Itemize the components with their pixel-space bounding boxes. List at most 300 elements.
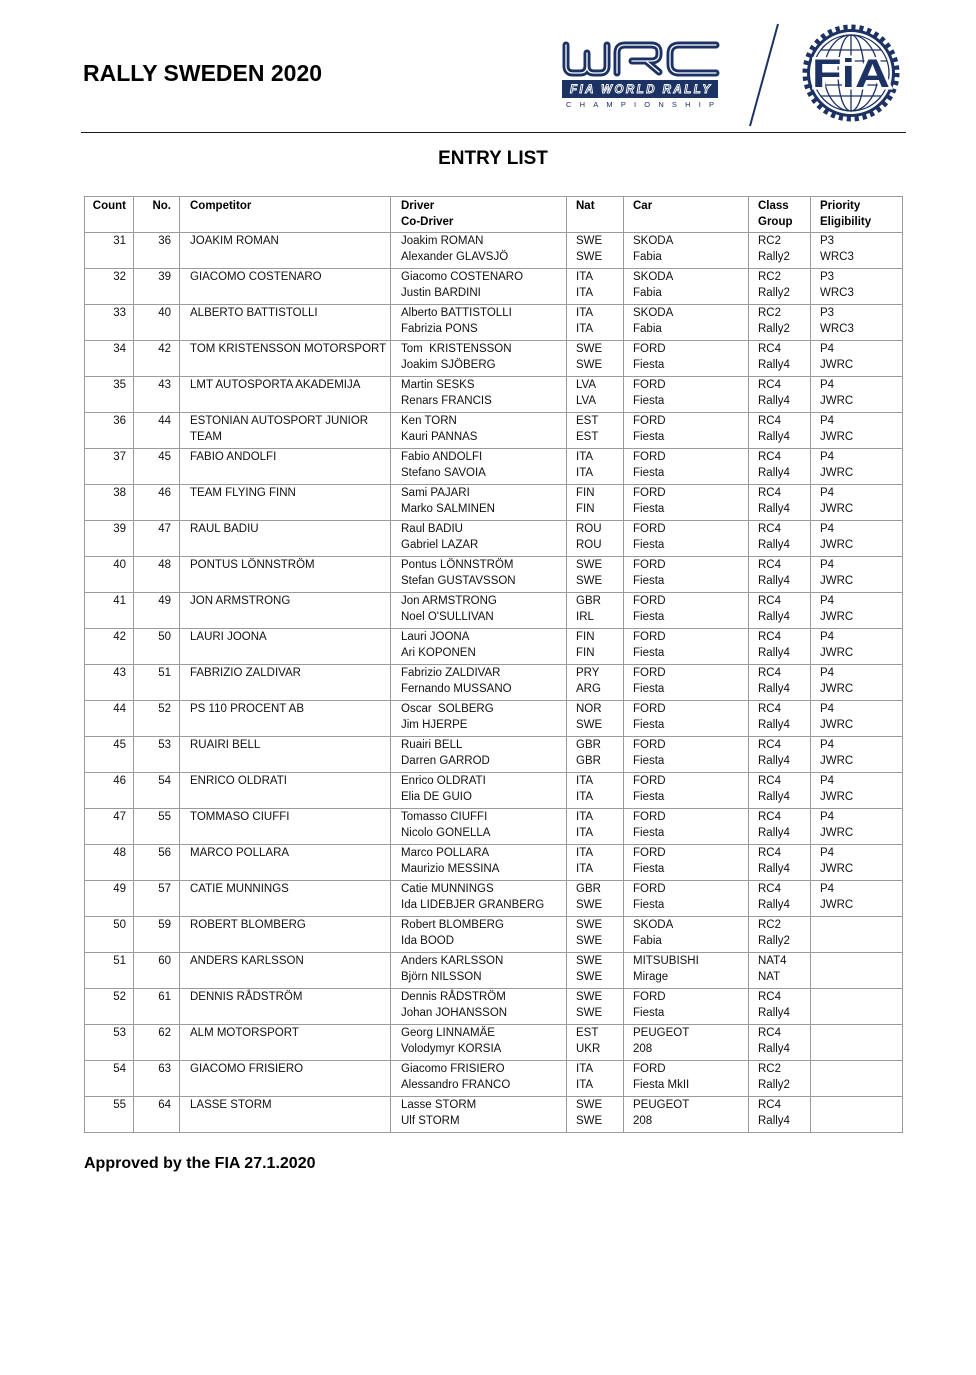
eligibility: JWRC: [820, 827, 854, 839]
table-cell-competitor: [180, 773, 391, 809]
table-cell-no: [134, 557, 180, 593]
table-cell-class: [749, 521, 811, 557]
driver-nationality: ITA: [576, 271, 594, 283]
competitor-name: RUAIRI BELL: [190, 739, 261, 751]
table-row: [84, 485, 903, 521]
wrc-letter-r: [617, 45, 659, 73]
table-cell-count: [84, 269, 134, 305]
table-cell-class: [749, 665, 811, 701]
table-cell-priority: [811, 1025, 903, 1061]
driver-nationality: SWE: [576, 1099, 603, 1111]
driver-name: Tom KRISTENSSON: [401, 343, 512, 355]
driver-nationality: PRY: [576, 667, 600, 679]
column-header-competitor: [180, 196, 391, 233]
wrc-logo: [562, 45, 718, 109]
car-number: 43: [158, 379, 171, 391]
table-cell-nat: [567, 881, 624, 917]
car-model: Fabia: [633, 323, 662, 335]
table-cell-no: [134, 1097, 180, 1133]
table-cell-count: [84, 485, 134, 521]
fia-logo: [805, 27, 897, 119]
entry-class: RC4: [758, 523, 782, 535]
table-cell-car: [624, 809, 749, 845]
table-cell-driver: [391, 701, 567, 737]
entry-list-table: [84, 196, 903, 1133]
co-driver-name: Gabriel LAZAR: [401, 539, 479, 551]
table-cell-driver: [391, 629, 567, 665]
table-cell-priority: [811, 845, 903, 881]
table-cell-car: [624, 917, 749, 953]
car-make: FORD: [633, 811, 666, 823]
table-cell-class: [749, 1061, 811, 1097]
driver-nationality: ITA: [576, 847, 594, 859]
driver-name: Sami PAJARI: [401, 487, 470, 499]
table-cell-class: [749, 377, 811, 413]
document-title: ENTRY LIST: [438, 148, 548, 169]
competitor-name: TEAM FLYING FINN: [190, 487, 296, 499]
wrc-logo-subtext: CHAMPIONSHIP: [566, 100, 714, 109]
co-driver-name: Stefan GUSTAVSSON: [401, 575, 516, 587]
table-row: [84, 953, 903, 989]
table-cell-class: [749, 1025, 811, 1061]
car-number: 56: [158, 847, 171, 859]
table-cell-priority: [811, 341, 903, 377]
entry-group: Rally4: [758, 899, 790, 911]
entry-group: Rally4: [758, 1043, 790, 1055]
eligibility: JWRC: [820, 431, 854, 443]
table-cell-class: [749, 917, 811, 953]
table-row: [84, 629, 903, 665]
driver-nationality: GBR: [576, 883, 601, 895]
table-row: [84, 377, 903, 413]
competitor-name: LASSE STORM: [190, 1099, 272, 1111]
driver-name: Lasse STORM: [401, 1099, 477, 1111]
co-driver-name: Justin BARDINI: [401, 287, 481, 299]
table-cell-competitor: [180, 233, 391, 269]
table-cell-nat: [567, 1097, 624, 1133]
priority: P4: [820, 847, 835, 859]
co-driver-name: Joakim SJÖBERG: [401, 359, 496, 371]
table-cell-driver: [391, 1061, 567, 1097]
competitor-name: CATIE MUNNINGS: [190, 883, 289, 895]
table-cell-competitor: [180, 737, 391, 773]
table-cell-nat: [567, 377, 624, 413]
table-cell-class: [749, 737, 811, 773]
car-number: 49: [158, 595, 171, 607]
co-driver-name: Ida BOOD: [401, 935, 455, 947]
driver-nationality: ITA: [576, 775, 594, 787]
table-cell-no: [134, 665, 180, 701]
table-row: [84, 593, 903, 629]
entry-class: RC4: [758, 487, 782, 499]
driver-name: Anders KARLSSON: [401, 955, 504, 967]
table-cell-driver: [391, 593, 567, 629]
table-cell-car: [624, 989, 749, 1025]
header-logos: [0, 0, 976, 135]
entry-count: 40: [113, 559, 126, 571]
table-cell-competitor: [180, 341, 391, 377]
table-cell-car: [624, 341, 749, 377]
entry-class: RC2: [758, 235, 782, 247]
driver-nationality: ROU: [576, 523, 602, 535]
table-cell-driver: [391, 917, 567, 953]
entry-class: RC4: [758, 415, 782, 427]
table-cell-driver: [391, 305, 567, 341]
entry-count: 51: [113, 955, 126, 967]
logo-divider: [750, 24, 778, 126]
table-cell-nat: [567, 413, 624, 449]
table-cell-priority: [811, 953, 903, 989]
co-driver-nationality: SWE: [576, 935, 603, 947]
car-make: FORD: [633, 883, 666, 895]
table-cell-car: [624, 773, 749, 809]
table-row: [84, 233, 903, 269]
table-cell-no: [134, 413, 180, 449]
driver-name: Catie MUNNINGS: [401, 883, 494, 895]
table-cell-driver: [391, 341, 567, 377]
driver-name: Martin SESKS: [401, 379, 475, 391]
table-cell-nat: [567, 305, 624, 341]
table-header-row: [84, 196, 903, 233]
competitor-name: FABRIZIO ZALDIVAR: [190, 667, 301, 679]
car-make: SKODA: [633, 235, 674, 247]
driver-name: Pontus LÖNNSTRÖM: [401, 559, 514, 571]
entry-count: 41: [113, 595, 126, 607]
co-driver-nationality: SWE: [576, 251, 603, 263]
table-cell-no: [134, 233, 180, 269]
car-number: 42: [158, 343, 171, 355]
priority: P4: [820, 415, 835, 427]
table-cell-count: [84, 1097, 134, 1133]
table-cell-car: [624, 233, 749, 269]
table-cell-nat: [567, 593, 624, 629]
entry-class: RC4: [758, 343, 782, 355]
table-cell-no: [134, 701, 180, 737]
entry-class: RC2: [758, 307, 782, 319]
entry-class: RC4: [758, 811, 782, 823]
table-cell-nat: [567, 629, 624, 665]
table-cell-priority: [811, 557, 903, 593]
co-driver-name: Maurizio MESSINA: [401, 863, 500, 875]
table-cell-competitor: [180, 1025, 391, 1061]
table-cell-count: [84, 665, 134, 701]
entry-class: RC2: [758, 1063, 782, 1075]
driver-name: Ruairi BELL: [401, 739, 463, 751]
car-make: FORD: [633, 1063, 666, 1075]
table-cell-car: [624, 1025, 749, 1061]
driver-nationality: EST: [576, 415, 599, 427]
column-header-label: Group: [758, 216, 793, 228]
co-driver-nationality: ITA: [576, 791, 594, 803]
priority: P4: [820, 739, 835, 751]
table-cell-class: [749, 1097, 811, 1133]
table-cell-class: [749, 701, 811, 737]
driver-name: Raul BADIU: [401, 523, 463, 535]
co-driver-nationality: SWE: [576, 1007, 603, 1019]
priority: P4: [820, 811, 835, 823]
table-cell-count: [84, 773, 134, 809]
table-cell-count: [84, 521, 134, 557]
co-driver-nationality: SWE: [576, 899, 603, 911]
table-row: [84, 341, 903, 377]
table-cell-no: [134, 737, 180, 773]
table-cell-priority: [811, 737, 903, 773]
priority: P4: [820, 523, 835, 535]
table-cell-priority: [811, 485, 903, 521]
entry-count: 49: [113, 883, 126, 895]
driver-nationality: SWE: [576, 919, 603, 931]
co-driver-name: Björn NILSSON: [401, 971, 482, 983]
table-cell-count: [84, 737, 134, 773]
column-header-label: Competitor: [190, 200, 252, 212]
driver-nationality: EST: [576, 1027, 599, 1039]
car-model: Fiesta: [633, 431, 665, 443]
eligibility: JWRC: [820, 647, 854, 659]
table-cell-nat: [567, 989, 624, 1025]
table-cell-nat: [567, 953, 624, 989]
competitor-name: ENRICO OLDRATI: [190, 775, 287, 787]
table-cell-priority: [811, 665, 903, 701]
table-cell-no: [134, 449, 180, 485]
table-cell-driver: [391, 989, 567, 1025]
table-cell-class: [749, 593, 811, 629]
table-row: [84, 665, 903, 701]
table-cell-priority: [811, 233, 903, 269]
driver-nationality: GBR: [576, 739, 601, 751]
priority: P4: [820, 703, 835, 715]
car-model: Fiesta: [633, 359, 665, 371]
table-cell-priority: [811, 377, 903, 413]
car-model: Fiesta: [633, 791, 665, 803]
wrc-logo-letters: [566, 45, 716, 73]
co-driver-nationality: UKR: [576, 1043, 601, 1055]
car-make: FORD: [633, 775, 666, 787]
table-cell-competitor: [180, 593, 391, 629]
table-cell-competitor: [180, 809, 391, 845]
entry-group: Rally4: [758, 1007, 790, 1019]
driver-nationality: NOR: [576, 703, 602, 715]
driver-name: Giacomo COSTENARO: [401, 271, 524, 283]
table-cell-priority: [811, 629, 903, 665]
entry-class: RC4: [758, 667, 782, 679]
table-cell-car: [624, 269, 749, 305]
entry-group: Rally2: [758, 323, 790, 335]
car-make: SKODA: [633, 919, 674, 931]
entry-count: 36: [113, 415, 126, 427]
table-cell-class: [749, 269, 811, 305]
table-cell-car: [624, 737, 749, 773]
entry-count: 44: [113, 703, 126, 715]
co-driver-name: Stefano SAVOIA: [401, 467, 486, 479]
table-cell-competitor: [180, 413, 391, 449]
table-cell-count: [84, 1061, 134, 1097]
driver-name: Fabio ANDOLFI: [401, 451, 483, 463]
table-cell-count: [84, 917, 134, 953]
co-driver-nationality: ITA: [576, 827, 594, 839]
entry-class: RC2: [758, 919, 782, 931]
entry-group: Rally4: [758, 647, 790, 659]
driver-nationality: GBR: [576, 595, 601, 607]
table-cell-class: [749, 845, 811, 881]
table-cell-competitor: [180, 269, 391, 305]
entry-count: 31: [113, 235, 126, 247]
eligibility: JWRC: [820, 683, 854, 695]
car-model: Mirage: [633, 971, 669, 983]
table-cell-car: [624, 485, 749, 521]
competitor-name: ROBERT BLOMBERG: [190, 919, 306, 931]
table-cell-driver: [391, 521, 567, 557]
competitor-name: ANDERS KARLSSON: [190, 955, 304, 967]
table-cell-driver: [391, 233, 567, 269]
table-cell-count: [84, 377, 134, 413]
car-number: 59: [158, 919, 171, 931]
car-model: Fiesta: [633, 539, 665, 551]
driver-nationality: SWE: [576, 559, 603, 571]
entry-class: RC4: [758, 1099, 782, 1111]
table-cell-driver: [391, 413, 567, 449]
driver-nationality: FIN: [576, 487, 595, 499]
table-cell-no: [134, 953, 180, 989]
co-driver-nationality: FIN: [576, 503, 595, 515]
entry-count: 46: [113, 775, 126, 787]
co-driver-nationality: SWE: [576, 971, 603, 983]
table-cell-priority: [811, 809, 903, 845]
co-driver-name: Renars FRANCIS: [401, 395, 492, 407]
entry-group: Rally4: [758, 827, 790, 839]
driver-name: Giacomo FRISIERO: [401, 1063, 505, 1075]
co-driver-name: Volodymyr KORSIA: [401, 1043, 502, 1055]
car-make: FORD: [633, 487, 666, 499]
entry-class: RC4: [758, 775, 782, 787]
table-cell-nat: [567, 845, 624, 881]
driver-nationality: ITA: [576, 1063, 594, 1075]
car-model: Fiesta: [633, 575, 665, 587]
entry-group: Rally4: [758, 791, 790, 803]
co-driver-name: Ulf STORM: [401, 1115, 460, 1127]
driver-nationality: SWE: [576, 991, 603, 1003]
co-driver-name: Alessandro FRANCO: [401, 1079, 511, 1091]
co-driver-name: Ari KOPONEN: [401, 647, 476, 659]
eligibility: JWRC: [820, 395, 854, 407]
car-model: Fiesta: [633, 395, 665, 407]
table-cell-count: [84, 557, 134, 593]
co-driver-nationality: SWE: [576, 359, 603, 371]
entry-count: 55: [113, 1099, 126, 1111]
table-row: [84, 809, 903, 845]
eligibility: JWRC: [820, 359, 854, 371]
table-cell-no: [134, 629, 180, 665]
table-cell-car: [624, 953, 749, 989]
table-cell-no: [134, 377, 180, 413]
table-cell-count: [84, 1025, 134, 1061]
column-header-priority: [811, 196, 903, 233]
entry-count: 33: [113, 307, 126, 319]
table-cell-competitor: [180, 845, 391, 881]
car-number: 39: [158, 271, 171, 283]
car-make: FORD: [633, 379, 666, 391]
column-header-nat: [567, 196, 624, 233]
table-cell-driver: [391, 1025, 567, 1061]
entry-count: 45: [113, 739, 126, 751]
table-cell-no: [134, 305, 180, 341]
driver-nationality: ITA: [576, 307, 594, 319]
table-cell-competitor: [180, 1061, 391, 1097]
table-row: [84, 1097, 903, 1133]
approval-note: Approved by the FIA 27.1.2020: [84, 1155, 316, 1172]
competitor-name: PONTUS LÖNNSTRÖM: [190, 559, 315, 571]
column-header-label: Class: [758, 200, 789, 212]
priority: P4: [820, 595, 835, 607]
entry-group: Rally2: [758, 1079, 790, 1091]
table-cell-no: [134, 881, 180, 917]
table-cell-count: [84, 305, 134, 341]
car-make: FORD: [633, 847, 666, 859]
table-cell-no: [134, 809, 180, 845]
table-cell-count: [84, 701, 134, 737]
table-cell-priority: [811, 521, 903, 557]
table-cell-car: [624, 1097, 749, 1133]
table-cell-competitor: [180, 1097, 391, 1133]
wrc-logo-band-text: FIA WORLD RALLY: [570, 84, 710, 97]
car-make: MITSUBISHI: [633, 955, 699, 967]
table-row: [84, 773, 903, 809]
entry-count: 35: [113, 379, 126, 391]
competitor-name: JON ARMSTRONG: [190, 595, 291, 607]
entry-group: Rally4: [758, 575, 790, 587]
table-cell-count: [84, 809, 134, 845]
entry-class: RC4: [758, 595, 782, 607]
table-cell-nat: [567, 341, 624, 377]
car-number: 44: [158, 415, 171, 427]
column-header-label: Eligibility: [820, 216, 872, 228]
co-driver-name: Ida LIDEBJER GRANBERG: [401, 899, 545, 911]
co-driver-nationality: ITA: [576, 467, 594, 479]
table-cell-class: [749, 557, 811, 593]
table-cell-priority: [811, 989, 903, 1025]
table-cell-class: [749, 773, 811, 809]
car-make: FORD: [633, 451, 666, 463]
car-number: 54: [158, 775, 171, 787]
table-cell-car: [624, 845, 749, 881]
table-cell-driver: [391, 773, 567, 809]
table-row: [84, 305, 903, 341]
competitor-name: ALM MOTORSPORT: [190, 1027, 299, 1039]
driver-nationality: ITA: [576, 451, 594, 463]
table-cell-car: [624, 629, 749, 665]
car-make: FORD: [633, 703, 666, 715]
column-header-label: Nat: [576, 200, 595, 212]
table-cell-driver: [391, 1097, 567, 1133]
eligibility: JWRC: [820, 755, 854, 767]
eligibility: JWRC: [820, 899, 854, 911]
competitor-name: MARCO POLLARA: [190, 847, 290, 859]
table-cell-count: [84, 449, 134, 485]
entry-group: Rally4: [758, 503, 790, 515]
co-driver-nationality: SWE: [576, 719, 603, 731]
table-row: [84, 917, 903, 953]
table-cell-priority: [811, 773, 903, 809]
table-cell-no: [134, 917, 180, 953]
table-cell-no: [134, 521, 180, 557]
driver-name: Georg LINNAMÄE: [401, 1027, 495, 1039]
car-make: FORD: [633, 991, 666, 1003]
table-cell-class: [749, 953, 811, 989]
table-cell-count: [84, 593, 134, 629]
priority: P4: [820, 559, 835, 571]
table-cell-competitor: [180, 377, 391, 413]
car-number: 53: [158, 739, 171, 751]
table-cell-count: [84, 953, 134, 989]
